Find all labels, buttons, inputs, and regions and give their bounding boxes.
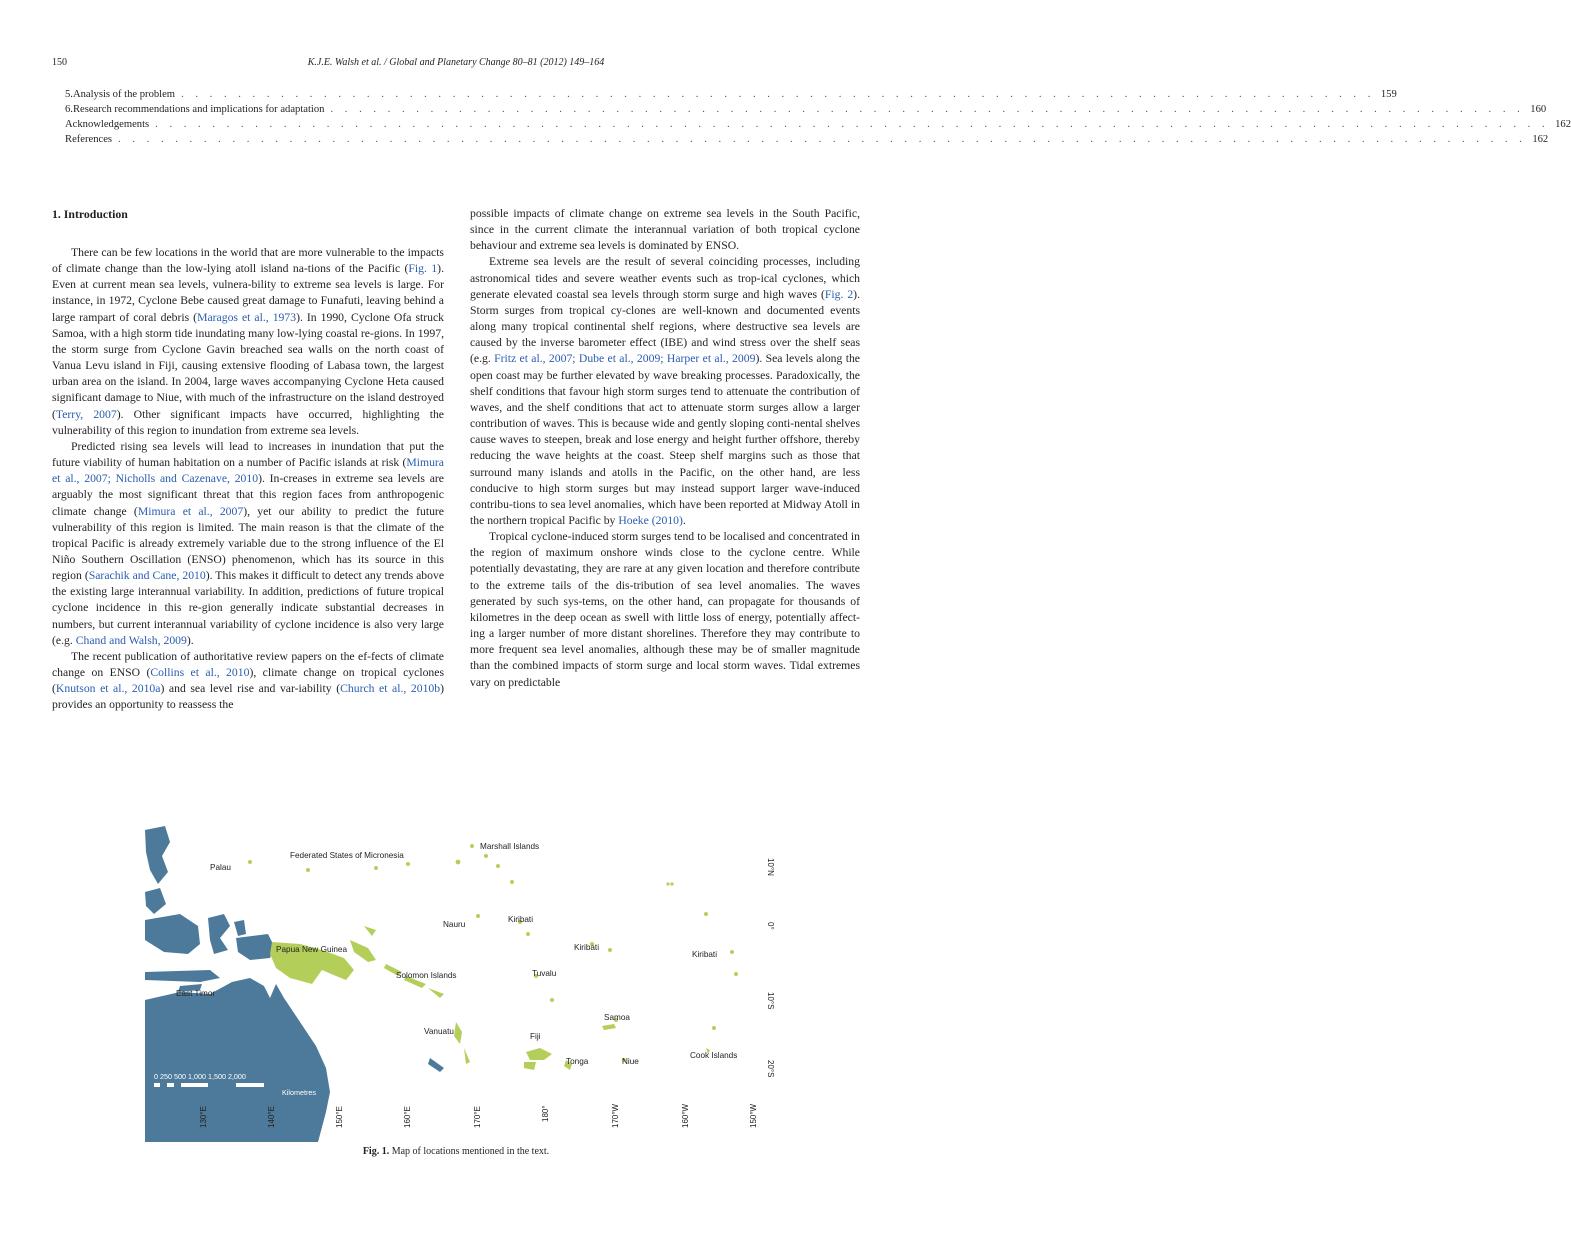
land-shape <box>145 914 200 954</box>
label-solomon: Solomon Islands <box>396 971 457 980</box>
citation-link[interactable]: Chand and Walsh, 2009 <box>75 633 187 647</box>
island-shape <box>350 940 376 962</box>
citation-link[interactable]: Knutson et al., 2010a <box>55 682 161 696</box>
island-shape <box>364 926 376 936</box>
island-shape <box>428 988 444 998</box>
lon-tick: 170°E <box>473 1106 482 1128</box>
island-shape <box>524 1062 536 1070</box>
label-east-timor: East Timor <box>176 989 216 998</box>
lat-tick: 10°N <box>766 858 775 876</box>
left-body-text <box>52 245 444 714</box>
label-cook: Cook Islands <box>690 1051 738 1060</box>
label-micronesia: Federated States of Micronesia <box>290 851 404 860</box>
toc-number: 5. <box>65 89 73 100</box>
citation-link[interactable]: Collins et al., 2010 <box>150 666 250 680</box>
island-dot <box>484 854 488 858</box>
label-png: Papua New Guinea <box>276 945 348 954</box>
left-column <box>52 206 444 714</box>
lon-tick: 140°E <box>267 1106 276 1128</box>
scale-unit: Kilometres <box>282 1088 316 1097</box>
land-shape <box>236 934 274 960</box>
lon-tick: 130°E <box>199 1106 208 1128</box>
label-tonga: Tonga <box>566 1057 589 1066</box>
island-dot <box>496 864 500 868</box>
island-dot <box>476 914 480 918</box>
lon-tick: 160°W <box>681 1103 690 1128</box>
table-of-contents <box>65 87 1571 147</box>
toc-leader: . . . . . . . . . . . . . . . . . . . . . . . . . . . . . . . . . . . . . . . . . . . . . . . . . . . . . . . . . . . . . . . . . . . . . . . . . . . . . . . . . . . . <box>181 89 1375 100</box>
caption-text: Map of locations mentioned in the text. <box>389 1146 550 1157</box>
island-dot <box>608 948 612 952</box>
island-dot <box>734 972 738 976</box>
toc-page: 160 <box>1530 104 1547 115</box>
lon-tick: 180° <box>541 1105 550 1122</box>
island-shape <box>602 1024 616 1030</box>
label-vanuatu: Vanuatu <box>424 1027 454 1036</box>
land-shape <box>145 970 220 982</box>
label-samoa: Samoa <box>604 1013 630 1022</box>
running-header <box>52 57 860 71</box>
label-kiribati-2: Kiribati <box>574 943 600 952</box>
toc-leader: . . . . . . . . . . . . . . . . . . . . . . . . . . . . . . . . . . . . . . . . . . . . . . . . . . . . . . . . . . . . . . . . . . . . . . . . . . . . . . . . . . . . . . . . . . . . . . . . . . . <box>118 134 1527 145</box>
lon-tick: 160°E <box>403 1106 412 1128</box>
right-body-text <box>470 206 860 691</box>
land-shape <box>145 978 330 1142</box>
label-fiji: Fiji <box>530 1032 541 1041</box>
citation-link[interactable]: Church et al., 2010b <box>340 682 441 696</box>
land-shape <box>234 920 246 936</box>
toc-title: Research recommendations and implications for adaptation <box>72 104 325 115</box>
island-dot <box>248 860 252 864</box>
toc-entry[interactable] <box>65 132 1549 147</box>
island-dot <box>704 912 708 916</box>
lon-tick: 170°W <box>611 1103 620 1128</box>
lat-tick: 20°S <box>766 1060 775 1078</box>
label-kiribati-3: Kiribati <box>692 950 718 959</box>
lat-tick: 10°S <box>766 992 775 1010</box>
toc-title: References <box>65 134 113 145</box>
toc-entry[interactable] <box>65 102 1547 117</box>
lon-tick: 150°E <box>335 1106 344 1128</box>
toc-leader: . . . . . . . . . . . . . . . . . . . . . . . . . . . . . . . . . . . . . . . . . . . . . . . . . . . . . . . . . . . . . . . . . . . . . . . . . . . . . . . . . . . . <box>330 104 1525 115</box>
body-paragraph: Extreme sea levels are the result of several coinciding processes, including astronomical tides and severe weather events such as trop-ical cyclones, which generate elevated coastal sea levels through storm surge and high waves (Fig. 2). Storm surges from tropical cy-clones are well-known and documented events along many tropical continental shelf regions, where destructive sea levels are caused by the inverse barometer effect (IBE) and wind stress over the shelf seas (e.g. Fritz et al., 2007; Dube et al., 2009; Harper et al., 2009). Sea levels along the open coast may be further elevated by wave breaking processes. Paradoxically, the shelf conditions that favour high storm surges tend to attenuate the contribution of waves, and the shelf conditions that act to attenuate storm surges allow a larger contribution of waves. This is because wide and gently sloping conti-nental shelves cause waves to steepen, break and lose energy and height further offshore, thereby reducing the wave heights at the coast. Steep shelf margins such as those that surround many islands and atolls in the Pacific, on the other hand, are less conducive to high storm surges but may instead support larger wave-induced contribu-tions to sea level anomalies, which have been reported at Midway Atoll in the northern tropical Pacific by Hoeke (2010). <box>470 255 860 527</box>
toc-number: 6. <box>65 104 73 115</box>
toc-page: 162 <box>1555 119 1571 130</box>
section-heading: 1. Introduction <box>52 207 128 221</box>
island-dot <box>730 950 734 954</box>
island-dot <box>374 866 378 870</box>
citation-link[interactable]: Fritz et al., 2007; Dube et al., 2009; Harper et al., 2009 <box>494 352 756 366</box>
island-dot <box>670 882 673 885</box>
citation-link[interactable]: Hoeke (2010) <box>618 513 683 527</box>
label-niue: Niue <box>622 1057 639 1066</box>
island-dot <box>510 880 514 884</box>
toc-page: 159 <box>1380 89 1397 100</box>
page-number: 150 <box>52 57 67 68</box>
citation-link[interactable]: Terry, 2007 <box>55 407 117 421</box>
label-marshall: Marshall Islands <box>480 842 540 851</box>
body-paragraph: The recent publication of authoritative review papers on the ef-fects of climate change on ENSO (Collins et al., 2010), climate change on tropical cyclones (Knutson et al., 2010a) and sea level rise and var-iability (Church et al., 2010b) provides an opportunity to reassess the <box>52 649 445 712</box>
toc-leader: . . . . . . . . . . . . . . . . . . . . . . . . . . . . . . . . . . . . . . . . . . . . . . . . . . . . . . . . . . . . . . . . . . . . . . . . . . . . . . . . . . . . . . . . . . . . . . . . . . <box>155 119 1550 130</box>
island-dot <box>712 1026 716 1030</box>
island-shape <box>464 1048 470 1064</box>
island-shape <box>454 1022 462 1044</box>
citation-link[interactable]: Sarachik and Cane, 2010 <box>88 569 206 583</box>
citation-link[interactable]: Fig. 1 <box>408 262 438 276</box>
scale-bar <box>154 1083 292 1087</box>
island-dot <box>666 882 669 885</box>
label-nauru: Nauru <box>443 920 466 929</box>
figure-caption <box>52 1146 860 1157</box>
island-dot <box>306 868 310 872</box>
toc-title: Acknowledgements <box>65 119 150 130</box>
running-title: K.J.E. Walsh et al. / Global and Planetary Change 80–81 (2012) 149–164 <box>307 57 605 68</box>
toc-entry[interactable] <box>65 87 1397 102</box>
toc-entry[interactable] <box>65 117 1571 132</box>
toc-title: Analysis of the problem <box>72 89 176 100</box>
island-dot <box>526 932 530 936</box>
caption-label: Fig. 1. <box>362 1146 390 1157</box>
land-shape <box>145 826 170 884</box>
figure-map <box>140 822 780 1142</box>
body-paragraph: There can be few locations in the world that are more vulnerable to the impacts of climate change than the low-lying atoll island na-tions of the Pacific (Fig. 1). Even at current mean sea levels, vulnera-bility to extreme sea levels is large. For instance, in 1972, Cyclone Bebe caused great damage to Funafuti, leaving behind a large rampart of coral debris (Maragos et al., 1973). In 1990, Cyclone Ofa struck Samoa, with a high storm tide inundating many low-lying coastal re-gions. In 1997, the storm surge from Cyclone Gavin breached sea walls on the north coast of Vanua Levu island in Fiji, causing extensive flooding of Labasa town, the largest urban area on the island. In 2004, large waves accompanying Cyclone Heta caused significant damage to Niue, with much of the infrastructure on the island destroyed (Terry, 2007). Other significant impacts have occurred, highlighting the vulnerability of this region to inundation from extreme sea levels. <box>52 246 445 437</box>
citation-link[interactable]: Mimura et al., 2007; Nicholls and Cazenave, 2010 <box>52 456 444 486</box>
citation-link[interactable]: Mimura et al., 2007 <box>137 504 244 518</box>
toc-page: 162 <box>1532 134 1549 145</box>
lat-tick: 0° <box>766 922 775 930</box>
citation-link[interactable]: Maragos et al., 1973 <box>197 310 297 324</box>
lon-tick: 150°W <box>749 1103 758 1128</box>
island-dot <box>550 998 554 1002</box>
scale-numbers: 0 250 500 1,000 1,500 2,000 <box>154 1072 246 1081</box>
right-column <box>470 206 860 691</box>
label-tuvalu: Tuvalu <box>532 969 557 978</box>
pacific-islands <box>248 844 738 1070</box>
label-palau: Palau <box>210 863 231 872</box>
body-paragraph: Tropical cyclone-induced storm surges tend to be localised and concentrated in the region of maximum onshore winds close to the cyclone centre. While potentially devastating, they are rare at any given location and therefore contribute to the extreme tails of the dis-tribution of sea level anomalies. The waves generated by such sys-tems, on the other hand, can propagate for thousands of kilometres in the deep ocean as swell with little loss of energy, potentially affect-ing a larger number of more distant shorelines. Therefore they may contribute to more frequent sea level anomalies, although these may be of smaller magnitude than the combined impacts of storm surge and local storm waves. Tidal extremes vary on predictable <box>470 530 860 689</box>
island-dot <box>456 860 461 865</box>
land-shape <box>145 888 166 914</box>
body-paragraph: Predicted rising sea levels will lead to increases in inundation that put the future viability of human habitation on a number of Pacific islands at risk (Mimura et al., 2007; Nicholls and Cazenave, 2010). In-creases in extreme sea levels are arguably the most significant threat that this region faces from anthropogenic climate change (Mimura et al., 2007), yet our ability to predict the future vulnerability of this region is limited. The main reason is that the climate of the tropical Pacific is already extremely variable due to the strong influence of the El Niño Southern Oscillation (ENSO) phenomenon, which has its source in this region (Sarachik and Cane, 2010). This makes it difficult to detect any trends above the existing large interannual variability. In addition, predictions of future tropical cyclone incidence in this re-gion generally indicate substantial decreases in numbers, but current interannual variability of cyclone incidence is also very large (e.g. Chand and Walsh, 2009). <box>52 439 445 647</box>
island-dot <box>406 862 410 866</box>
map-svg <box>140 822 780 1142</box>
citation-link[interactable]: Fig. 2 <box>824 287 854 301</box>
land-shape <box>208 914 230 954</box>
island-dot <box>470 844 474 848</box>
body-paragraph: possible impacts of climate change on extreme sea levels in the South Pacific, since in the current climate the interannual variation of both tropical cyclone behaviour and extreme sea levels is dominated by ENSO. <box>470 207 860 253</box>
island-shape <box>526 1048 552 1060</box>
land-shape <box>428 1058 444 1072</box>
label-kiribati-1: Kiribati <box>508 915 534 924</box>
